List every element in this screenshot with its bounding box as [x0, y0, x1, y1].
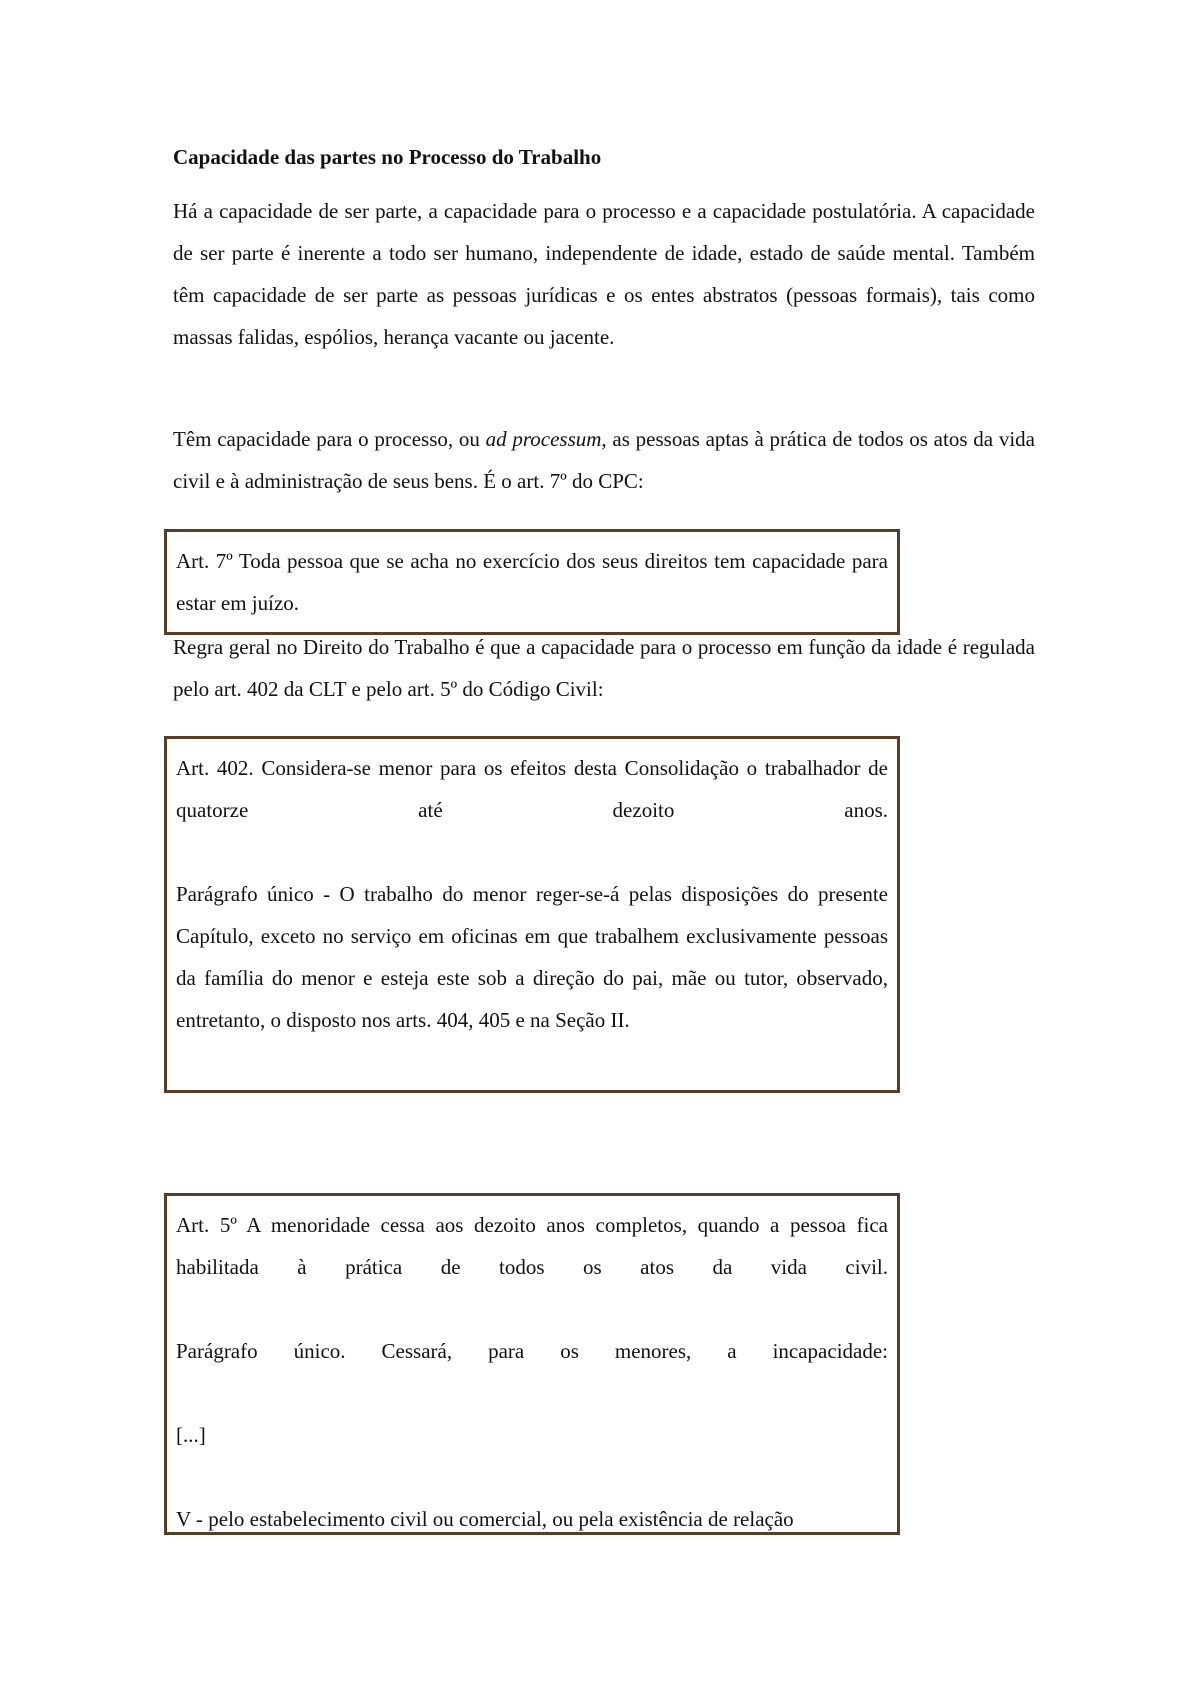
quote-box-art402-clt	[164, 736, 900, 1093]
paragraph-regra-geral: Regra geral no Direito do Trabalho é que a capacidade para o processo em função da idade é regulada pelo art. 402 da CLT e pelo art. 5º do Código Civil:	[173, 635, 1035, 701]
quote-art5-inciso-v: V - pelo estabelecimento civil ou comercial, ou pela existência de relação	[176, 1507, 794, 1531]
quote-box-art7-cpc	[164, 529, 900, 635]
paragraph-capacidade-processo	[173, 418, 1035, 502]
quote-spacer	[176, 1288, 888, 1330]
quote-art5-paragrafo: Parágrafo único. Cessará, para os menores, a incapacidade:	[176, 1339, 888, 1363]
quote-art7-text: Art. 7º Toda pessoa que se acha no exercício dos seus direitos tem capacidade para estar em juízo.	[176, 549, 888, 615]
quote-spacer	[176, 1456, 888, 1498]
quote-box-art5-cc	[164, 1193, 900, 1535]
quote-art5-caput: Art. 5º A menoridade cessa aos dezoito anos completos, quando a pessoa fica habilitada à prática de todos os atos da vida civil.	[176, 1213, 888, 1279]
quote-art5-ellipsis: [...]	[176, 1423, 206, 1447]
paragraph-text-before: Têm capacidade para o processo, ou	[173, 427, 486, 451]
quote-spacer	[176, 831, 888, 873]
page-title: Capacidade das partes no Processo do Trabalho	[173, 145, 602, 169]
quote-art402-caput: Art. 402. Considera-se menor para os efeitos desta Consolidação o trabalhador de quatorze até dezoito anos.	[176, 756, 888, 822]
paragraph-text-after: , as pessoas aptas à prática de todos os atos da vida civil e à administração de seus bens. É o art. 7º do CPC:	[173, 427, 1035, 493]
latin-term: ad processum	[485, 427, 602, 451]
quote-spacer	[176, 1372, 888, 1414]
quote-art402-paragrafo: Parágrafo único - O trabalho do menor reger-se-á pelas disposições do presente Capítulo, exceto no serviço em oficinas em que trabalhem exclusivamente pessoas da família do menor e esteja este sob a direção do pai, mãe ou tutor, observado, entretanto, o disposto nos arts. 404, 405 e na Seção II.	[176, 882, 888, 1032]
paragraph-capacidade-ser-parte: Há a capacidade de ser parte, a capacidade para o processo e a capacidade postulatória. A capacidade de ser parte é inerente a todo ser humano, independente de idade, estado de saúde mental. Também têm capacidade de ser parte as pessoas jurídicas e os entes abstratos (pessoas formais), tais como massas falidas, espólios, herança vacante ou jacente.	[173, 199, 1035, 349]
